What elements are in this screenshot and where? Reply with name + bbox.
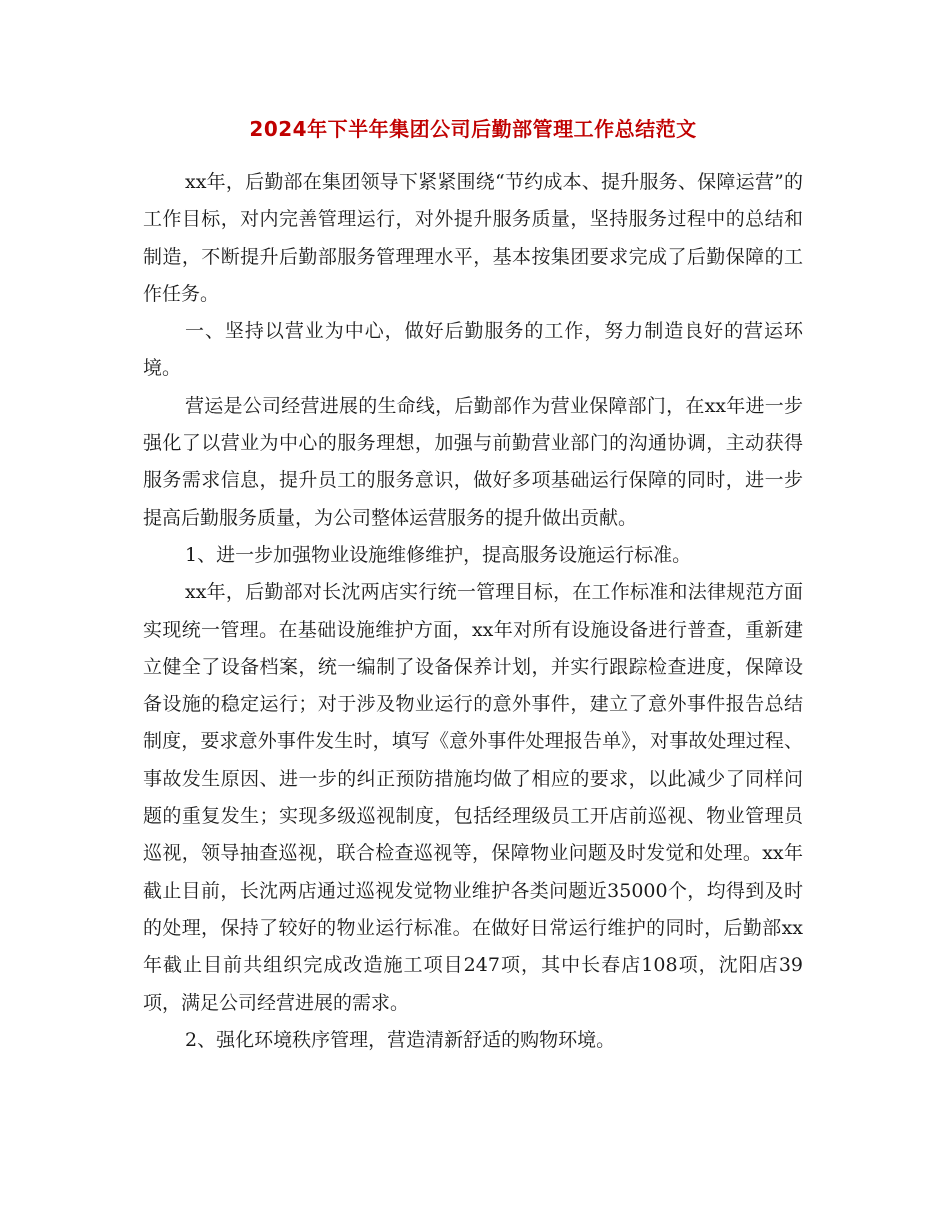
subsection-1-paragraph: xx年，后勤部对长沈两店实行统一管理目标，在工作标准和法律规范方面实现统一管理。在基础设施维护方面，xx年对所有设施设备进行普查，重新建立健全了设备档案，统一编制了设备保养计划，并实行跟踪检查进度，保障设备设施的稳定运行；对于涉及物业运行的意外事件，建立了意外事件报告总结制度，要求意外事件发生时，填写《意外事件处理报告单》，对事故处理过程、事故发生原因、进一步的纠正预防措施均做了相应的要求，以此减少了同样问题的重复发生；实现多级巡视制度，包括经理级员工开店前巡视、物业管理员 巡视，领导抽查巡视，联合检查巡视等，保障物业问题及时发觉和处理。xx年截止目前，长沈两店通过巡视发觉物业维护各类问题近35000个，均得到及时的处理，保持了较好的物业运行标准。在做好日常运行维护的同时，后勤部xx年截止目前共组织完成改造施工项目247项，其中长春店108项，沈阳店39项，满足公司经营进展的需求。 bbox=[143, 581, 803, 1014]
subsection-heading-2: 2、强化环境秩序管理，营造清新舒适的购物环境。 bbox=[185, 1028, 616, 1051]
document-page bbox=[143, 108, 803, 1059]
subsection-heading-1: 1、进一步加强物业设施维修维护，提高服务设施运行标准。 bbox=[185, 543, 692, 566]
section-1-paragraph: 营运是公司经营进展的生命线，后勤部作为营业保障部门，在xx年进一步强化了以营业为中心的服务理想，加强与前勤营业部门的沟通协调，主动获得服务需求信息，提升员工的服务意识，做好多项基础运行保障的同时，进一步提高后勤服务质量，为公司整体运营服务的提升做出贡献。 bbox=[143, 394, 803, 529]
intro-paragraph: xx年，后勤部在集团领导下紧紧围绕“节约成本、提升服务、保障运营”的工作目标，对内完善管理运行，对外提升服务质量，坚持服务过程中的总结和制造，不断提升后勤部服务管理理水平，基本按集团要求完成了后勤保障的工作任务。 bbox=[143, 171, 803, 305]
document-title: 2024年下半年集团公司后勤部管理工作总结范文 bbox=[249, 117, 697, 141]
section-heading-1: 一、坚持以营业为中心，做好后勤服务的工作，努力制造良好的营运环境。 bbox=[143, 320, 803, 380]
